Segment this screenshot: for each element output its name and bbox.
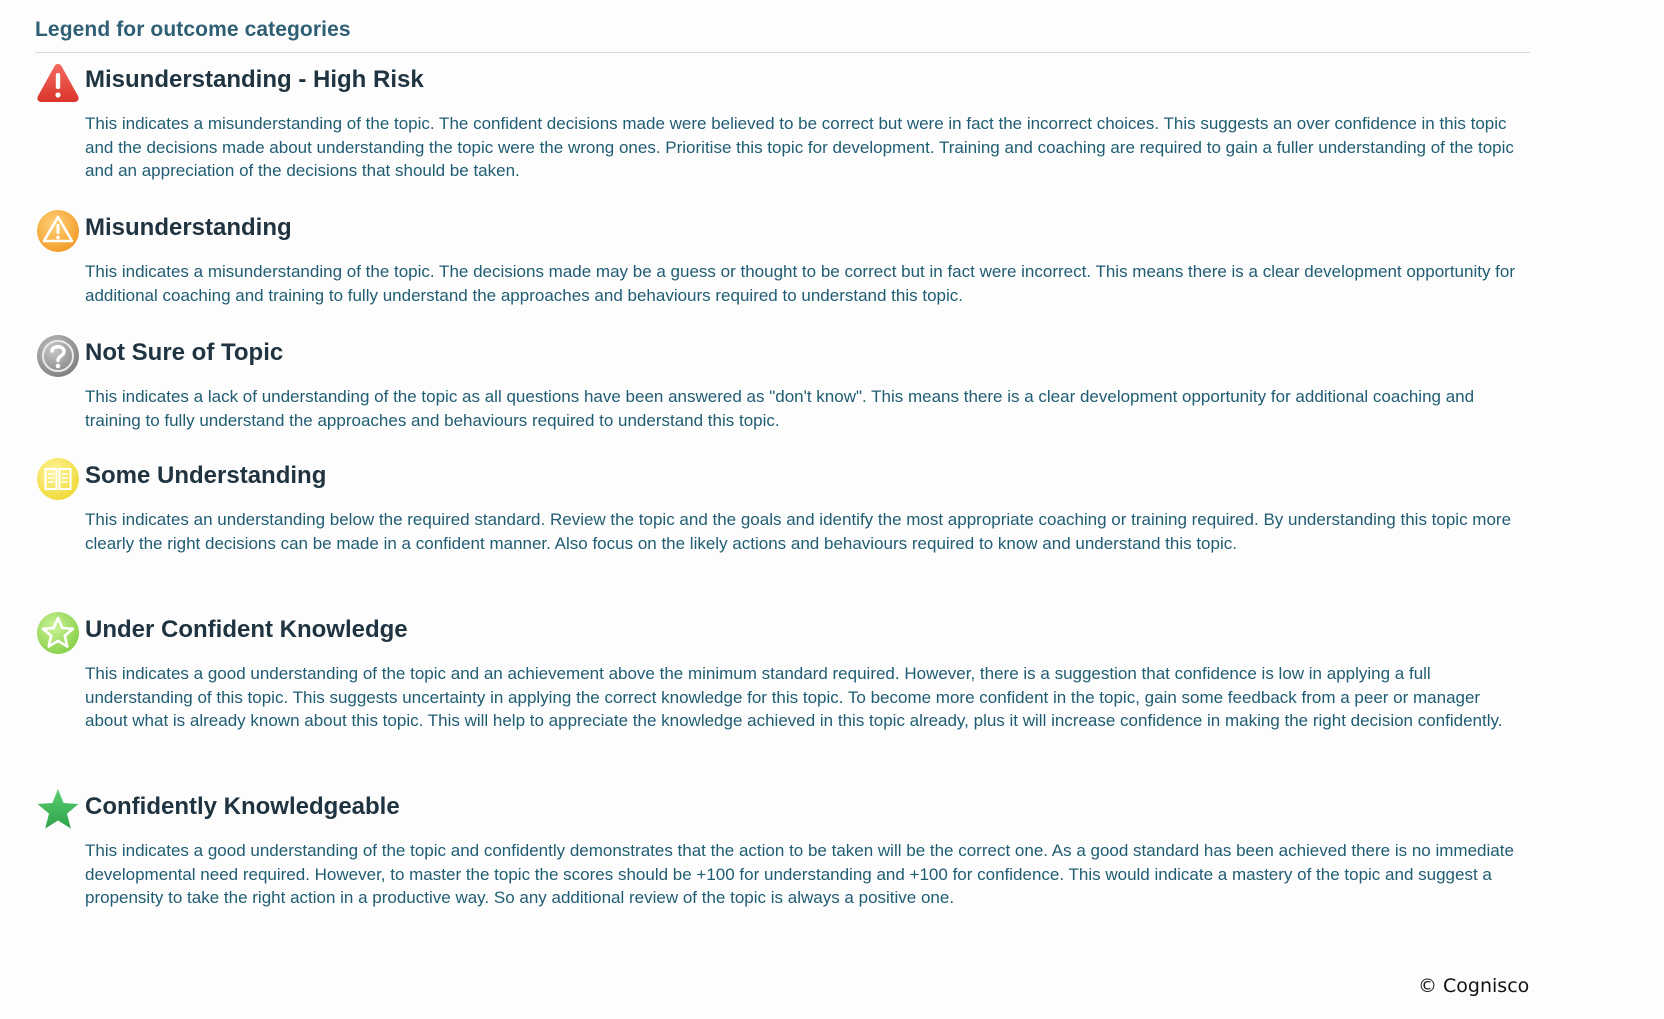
category-description: This indicates a misunderstanding of the topic. The confident decisions made were believed to be correct but were in fact the incorrect choices. This suggests an over confidence in this topic and the decisions made about understanding the topic were the wrong ones. Prioritise this topic for development. Training and coaching are required to gain a fuller understanding of the topic and an appreciation of the decisions that should be taken. <box>85 114 1514 180</box>
category-description: This indicates a good understanding of the topic and an achievement above the minimum standard required. However, there is a suggestion that confidence is low in applying a full understanding of this topic. This suggests uncertainty in applying the correct knowledge for this topic. To become more confident in the topic, gain some feedback from a peer or manager about what is already known about this topic. This will help to appreciate the knowledge achieved in this topic already, plus it will increase confidence in making the right decision confidently. <box>85 664 1503 730</box>
divider <box>35 52 1530 53</box>
category-description: This indicates a misunderstanding of the topic. The decisions made may be a guess or thought to be correct but in fact were incorrect. This means there is a clear development opportunity for additional coaching and training to fully understand the approaches and behaviours required to understand this topic. <box>85 262 1516 305</box>
category-heading: Not Sure of Topic <box>85 339 284 366</box>
category-heading: Misunderstanding - High Risk <box>85 66 424 93</box>
star-green-icon <box>35 787 81 833</box>
category-heading: Misunderstanding <box>85 214 292 241</box>
star-circle-lightgreen-icon <box>35 610 81 656</box>
question-circle-grey-icon <box>35 333 81 379</box>
legend-title: Legend for outcome categories <box>35 18 351 41</box>
book-circle-yellow-icon <box>35 456 81 502</box>
category-heading: Under Confident Knowledge <box>85 616 408 643</box>
category-description: This indicates a lack of understanding of the topic as all questions have been answered as "don't know". This means there is a clear development opportunity for additional coaching and training to fully understand the approaches and behaviours required to understand this topic. <box>85 387 1475 430</box>
category-description: This indicates an understanding below the required standard. Review the topic and the goals and identify the most appropriate coaching or training required. By understanding this topic more clearly the right decisions can be made in a confident manner. Also focus on the likely actions and behaviours required to know and understand this topic. <box>85 510 1512 553</box>
category-heading: Confidently Knowledgeable <box>85 793 400 820</box>
category-heading: Some Understanding <box>85 462 327 489</box>
warning-triangle-red-icon <box>35 60 81 106</box>
warning-circle-orange-icon <box>35 208 81 254</box>
category-description: This indicates a good understanding of the topic and confidently demonstrates that the action to be taken will be the correct one. As a good standard has been achieved there is no immediate developmental need required. However, to master the topic the scores should be +100 for understanding and +100 for confidence. This would indicate a mastery of the topic and suggest a propensity to take the right action in a productive way. So any additional review of the topic is always a positive one. <box>85 841 1514 907</box>
copyright-notice: © Cognisco <box>1418 975 1530 997</box>
